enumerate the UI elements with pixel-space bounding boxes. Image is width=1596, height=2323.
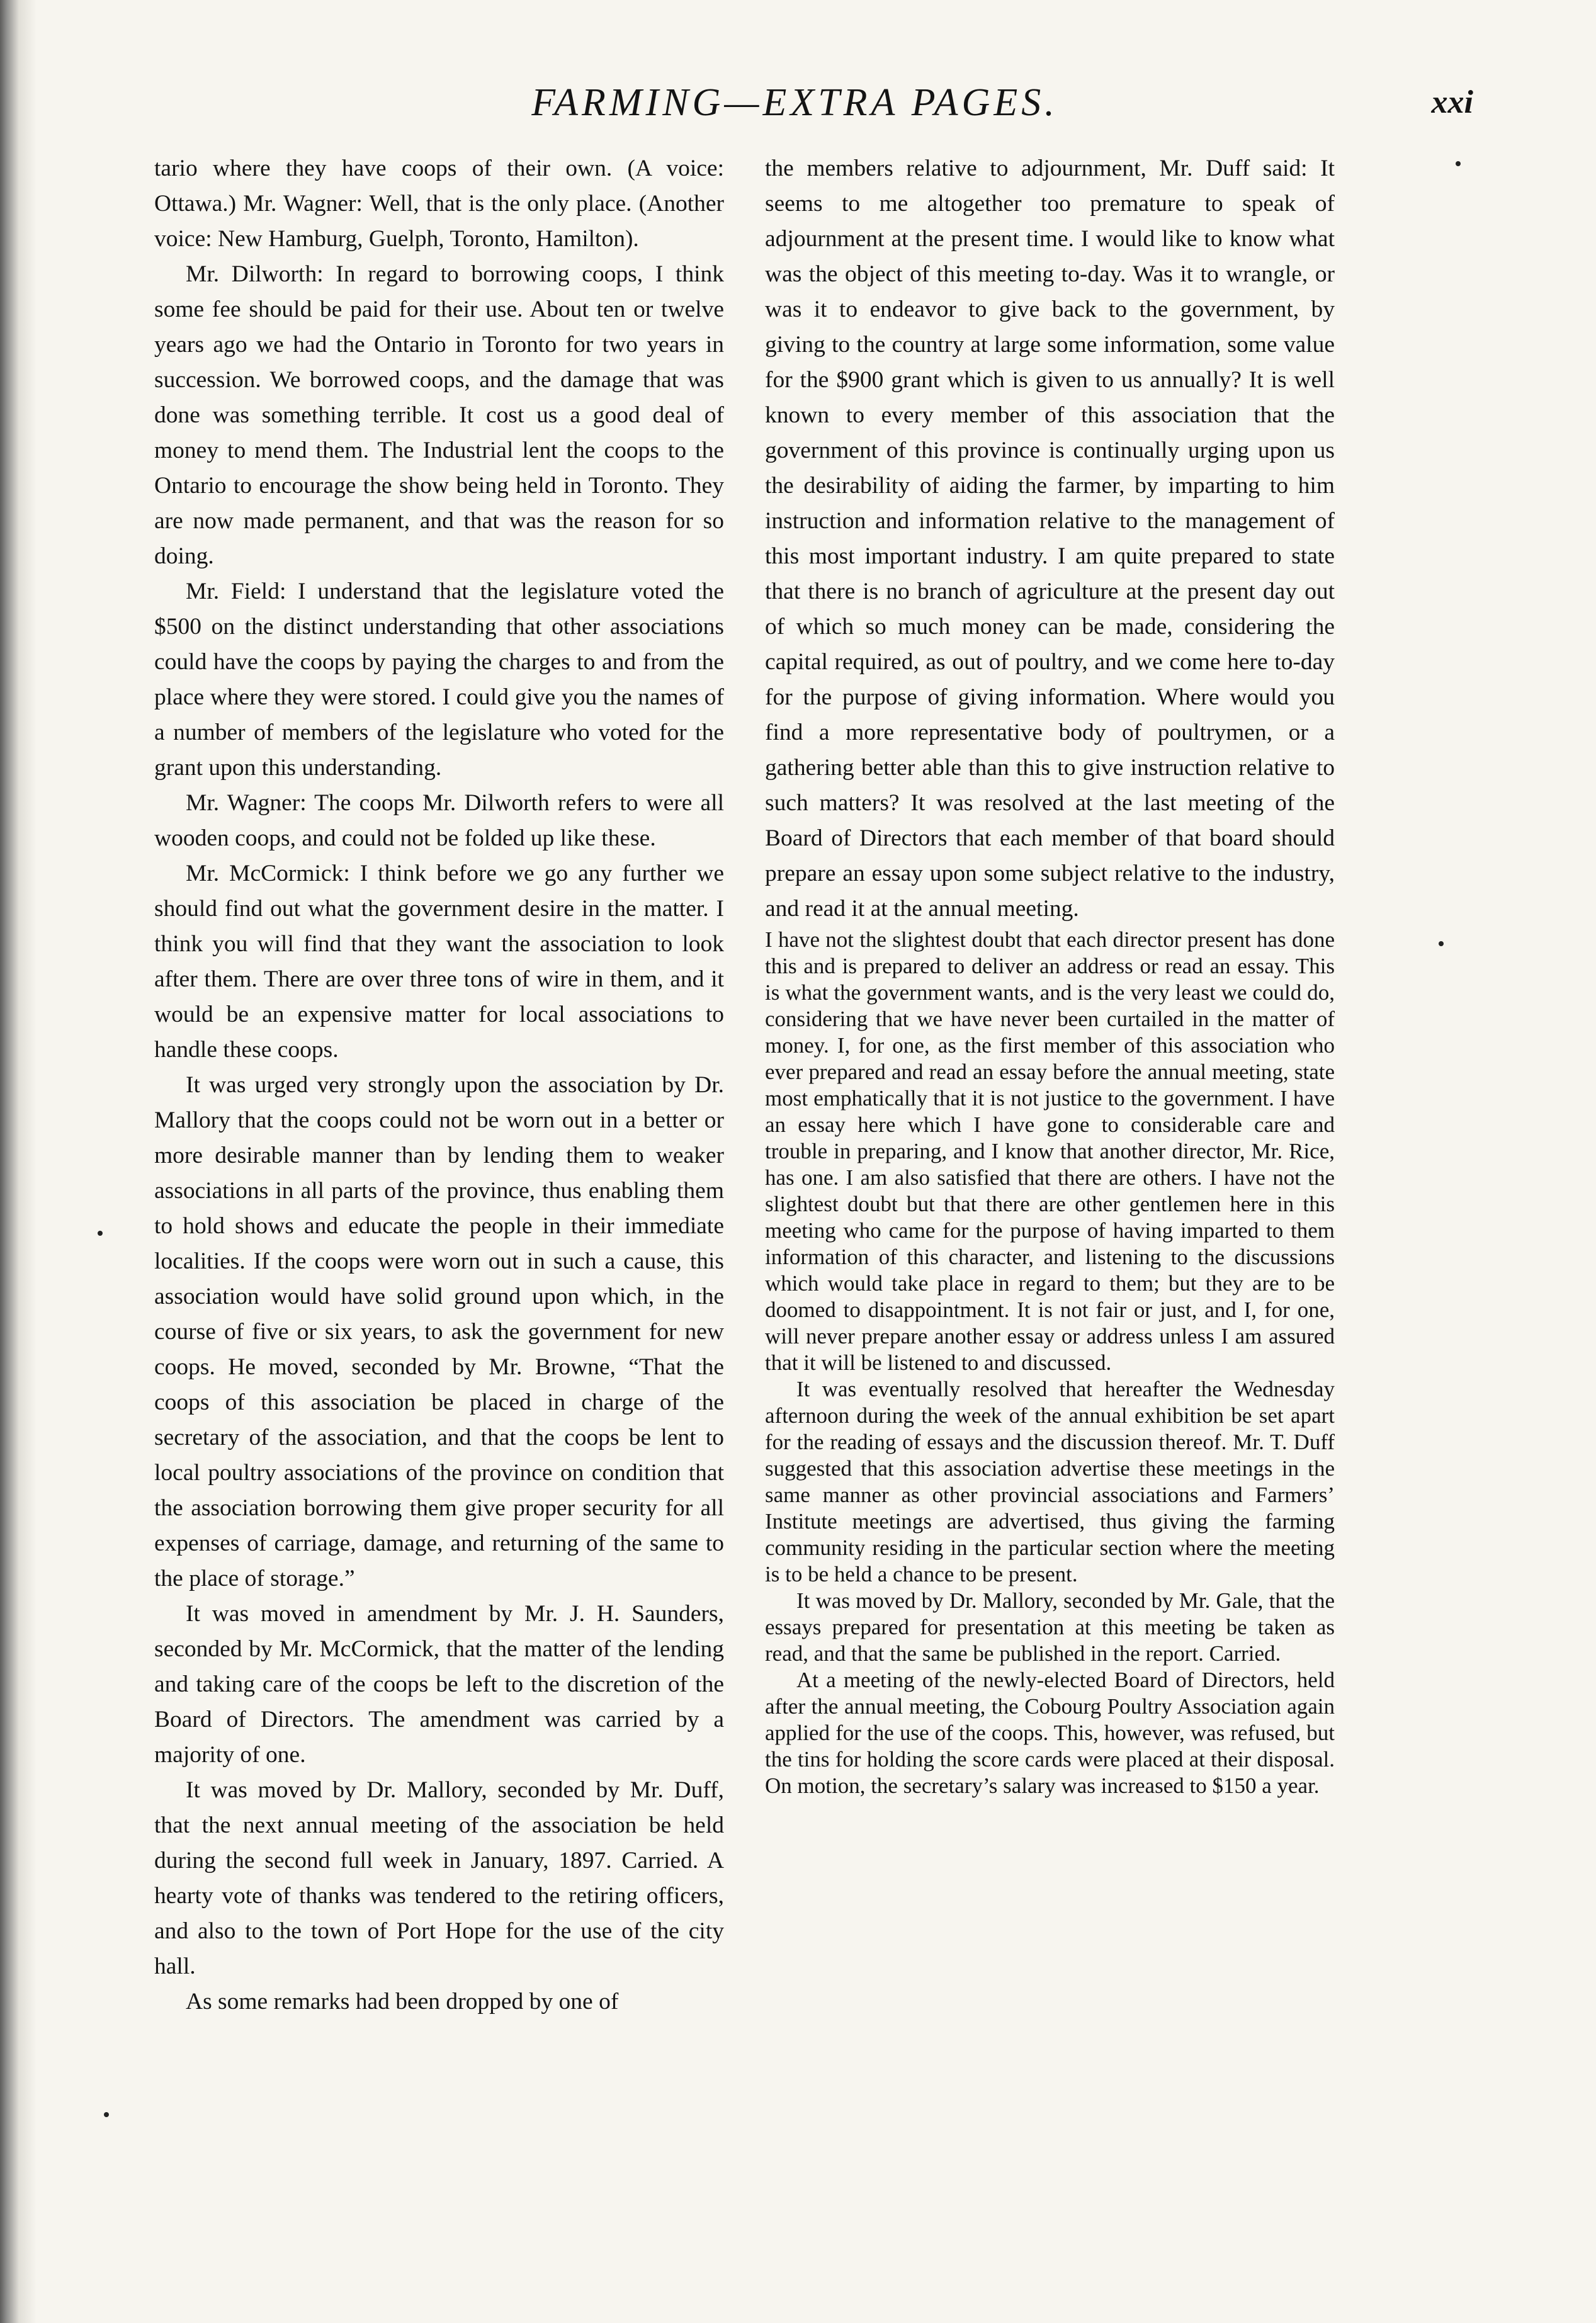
paragraph: It was eventually resolved that hereafter the Wednesday afternoon during the week of the annual exhibition be set apart for the reading of essays and the discussion thereof. Mr. T. Duff suggested that this association advertise these meetings in the same manner as other provincial associations and Farmers’ Institute meetings are advertised, thus giving the farming community residing in the particular section where the meeting is to be held a chance to be present. bbox=[765, 1377, 1335, 1586]
paragraph: Mr. Field: I understand that the legislature voted the $500 on the distinct understanding that other associations could have the coops by paying the charges to and from the place where they were stored. I could give you the names of a number of members of the legislature who voted for the grant upon this understanding. bbox=[154, 579, 724, 781]
right-column bbox=[765, 151, 1335, 1799]
paragraph: Mr. Wagner: The coops Mr. Dilworth refers to were all wooden coops, and could not be folded up like these. bbox=[154, 790, 724, 851]
paragraph: Mr. McCormick: I think before we go any further we should find out what the government desire in the matter. I think you will find that they want the association to look after them. There are over three tons of wire in them, and it would be an expensive matter for local associations to handle these coops. bbox=[154, 861, 724, 1063]
paragraph: As some remarks had been dropped by one of bbox=[186, 1989, 619, 2015]
binding-shadow bbox=[0, 0, 37, 2323]
running-head: FARMING—EXTRA PAGES. bbox=[531, 81, 1058, 124]
margin-mark bbox=[104, 2112, 109, 2117]
paragraph: It was moved by Dr. Mallory, seconded by Mr. Gale, that the essays prepared for presentation at this meeting be taken as read, and that the same be published in the report. Carried. bbox=[765, 1588, 1335, 1666]
paragraph: tario where they have coops of their own. (A voice: Ottawa.) Mr. Wagner: Well, that is the only place. (Another voice: New Hamburg, Guelph, Toronto, Hamilton). bbox=[154, 155, 724, 252]
paragraph: It was moved in amendment by Mr. J. H. Saunders, seconded by Mr. McCormick, that the matter of the lending and taking care of the coops be left to the discretion of the Board of Directors. The amendment was carried by a majority of one. bbox=[154, 1601, 724, 1768]
page-number: xxi bbox=[1431, 84, 1473, 120]
paragraph: Mr. Dilworth: In regard to borrowing coops, I think some fee should be paid for their use. About ten or twelve years ago we had the Ontario in Toronto for two years in succession. We borrowed coops, and the damage that was done was something terrible. It cost us a good deal of money to mend them. The Industrial lent the coops to the Ontario to encourage the show being held in Toronto. They are now made permanent, and that was the reason for so doing. bbox=[154, 261, 724, 569]
margin-mark bbox=[1439, 941, 1444, 946]
margin-mark bbox=[1456, 161, 1461, 166]
paragraph: I have not the slightest doubt that each director present has done this and is prepared to deliver an address or read an essay. This is what the government wants, and is the very least we could do, considering that we have never been curtailed in the matter of money. I, for one, as the first member of this association who ever prepared and read an essay before the annual meeting, state most emphatically that it is not justice to the government. I have an essay here which I have gone to considerable care and trouble in preparing, and I know that another director, Mr. Rice, has one. I am also satisfied that there are others. I have not the slightest doubt but that there are other gentlemen here in this meeting who came for the purpose of having imparted to them information of this character, and listening to the discussions which would take place in regard to them; but they are to be doomed to disappointment. It is not fair or just, and I, for one, will never prepare another essay or address unless I am assured that it will be listened to and discussed. bbox=[765, 927, 1335, 1375]
left-column bbox=[154, 151, 724, 2020]
paragraph: the members relative to adjournment, Mr. Duff said: It seems to me altogether too premature to speak of adjournment at the present time. I would like to know what was the object of this meeting to-day. Was it to wrangle, or was it to endeavor to give back to the government, by giving to the country at large some information, some value for the $900 grant which is given to us annually? It is well known to every member of this association that the government of this province is continually urging upon us the desirability of aiding the farmer, by imparting to him instruction and information relative to the management of this most important industry. I am quite prepared to state that there is no branch of agriculture at the present day out of which so much money can be made, considering the capital required, as out of poultry, and we come here to-day for the purpose of giving information. Where would you find a more representative body of poultrymen, or a gathering better able than this to give instruction relative to such matters? It was resolved at the last meeting of the Board of Directors that each member of that board should prepare an essay upon some subject relative to the industry, and read it at the annual meeting. bbox=[765, 155, 1335, 922]
paragraph: At a meeting of the newly-elected Board of Directors, held after the annual meeting, the Cobourg Poultry Association again applied for the use of the coops. This, however, was refused, but the tins for holding the score cards were placed at their disposal. On motion, the secretary’s salary was increased to $150 a year. bbox=[765, 1668, 1335, 1798]
paragraph: It was urged very strongly upon the association by Dr. Mallory that the coops could not be worn out in a better or more desirable manner than by lending them to weaker associations in all parts of the province, thus enabling them to hold shows and educate the people in their immediate localities. If the coops were worn out in such a cause, this association would have solid ground upon which, in the course of five or six years, to ask the government for new coops. He moved, seconded by Mr. Browne, “That the coops of this association be placed in charge of the secretary of the association, and that the coops be lent to local poultry associations of the province on condition that the association borrowing them give proper security for all expenses of carriage, damage, and returning of the same to the place of storage.” bbox=[154, 1072, 724, 1591]
margin-mark bbox=[98, 1231, 103, 1236]
page-header bbox=[154, 74, 1473, 131]
paragraph: It was moved by Dr. Mallory, seconded by Mr. Duff, that the next annual meeting of the association be held during the second full week in January, 1897. Carried. A hearty vote of thanks was tendered to the retiring officers, and also to the town of Port Hope for the use of the city hall. bbox=[154, 1777, 724, 1979]
